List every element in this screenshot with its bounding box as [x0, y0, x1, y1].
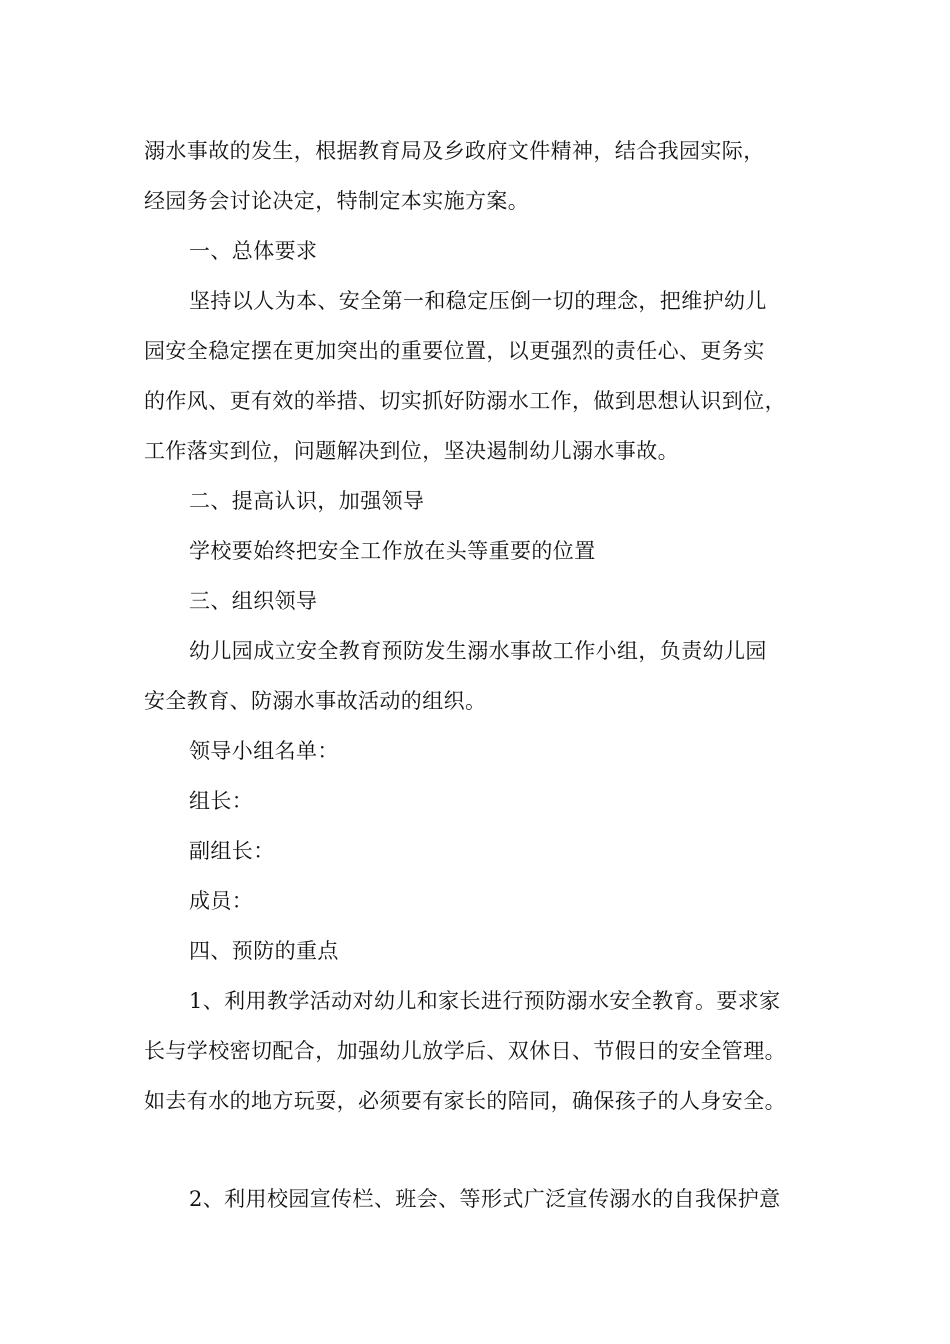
text-line: 溺水事故的发生，根据教育局及乡政府文件精神，结合我园实际， [144, 139, 765, 163]
section-heading: 三、组织领导 [189, 589, 318, 613]
text-line: 工作落实到位，问题解决到位，坚决遏制幼儿溺水事故。 [144, 439, 679, 463]
section-heading: 四、预防的重点 [189, 939, 339, 963]
section-heading: 二、提高认识，加强领导 [189, 489, 425, 513]
text-line: 2、利用校园宣传栏、班会、等形式广泛宣传溺水的自我保护意 [189, 1187, 781, 1211]
text-line: 幼儿园成立安全教育预防发生溺水事故工作小组，负责幼儿园 [189, 639, 767, 663]
text-line: 学校要始终把安全工作放在头等重要的位置 [189, 539, 596, 563]
text-line: 坚持以人为本、安全第一和稳定压倒一切的理念，把维护幼儿 [189, 289, 767, 313]
text-line: 副组长： [189, 839, 275, 863]
text-line: 成员： [189, 889, 254, 913]
text-line: 经园务会讨论决定，特制定本实施方案。 [144, 189, 530, 213]
text-line: 1、利用教学活动对幼儿和家长进行预防溺水安全教育。要求家 [189, 989, 781, 1013]
text-line: 安全教育、防溺水事故活动的组织。 [144, 689, 487, 713]
section-heading: 一、总体要求 [189, 239, 318, 263]
text-line: 长与学校密切配合，加强幼儿放学后、双休日、节假日的安全管理。 [144, 1039, 786, 1063]
text-line: 如去有水的地方玩耍，必须要有家长的陪同，确保孩子的人身安全。 [144, 1089, 786, 1113]
text-line: 组长： [189, 789, 254, 813]
text-line: 领导小组名单： [189, 739, 339, 763]
text-line: 的作风、更有效的举措、切实抓好防溺水工作，做到思想认识到位， [144, 389, 786, 413]
text-line: 园安全稳定摆在更加突出的重要位置，以更强烈的责任心、更务实 [144, 339, 765, 363]
